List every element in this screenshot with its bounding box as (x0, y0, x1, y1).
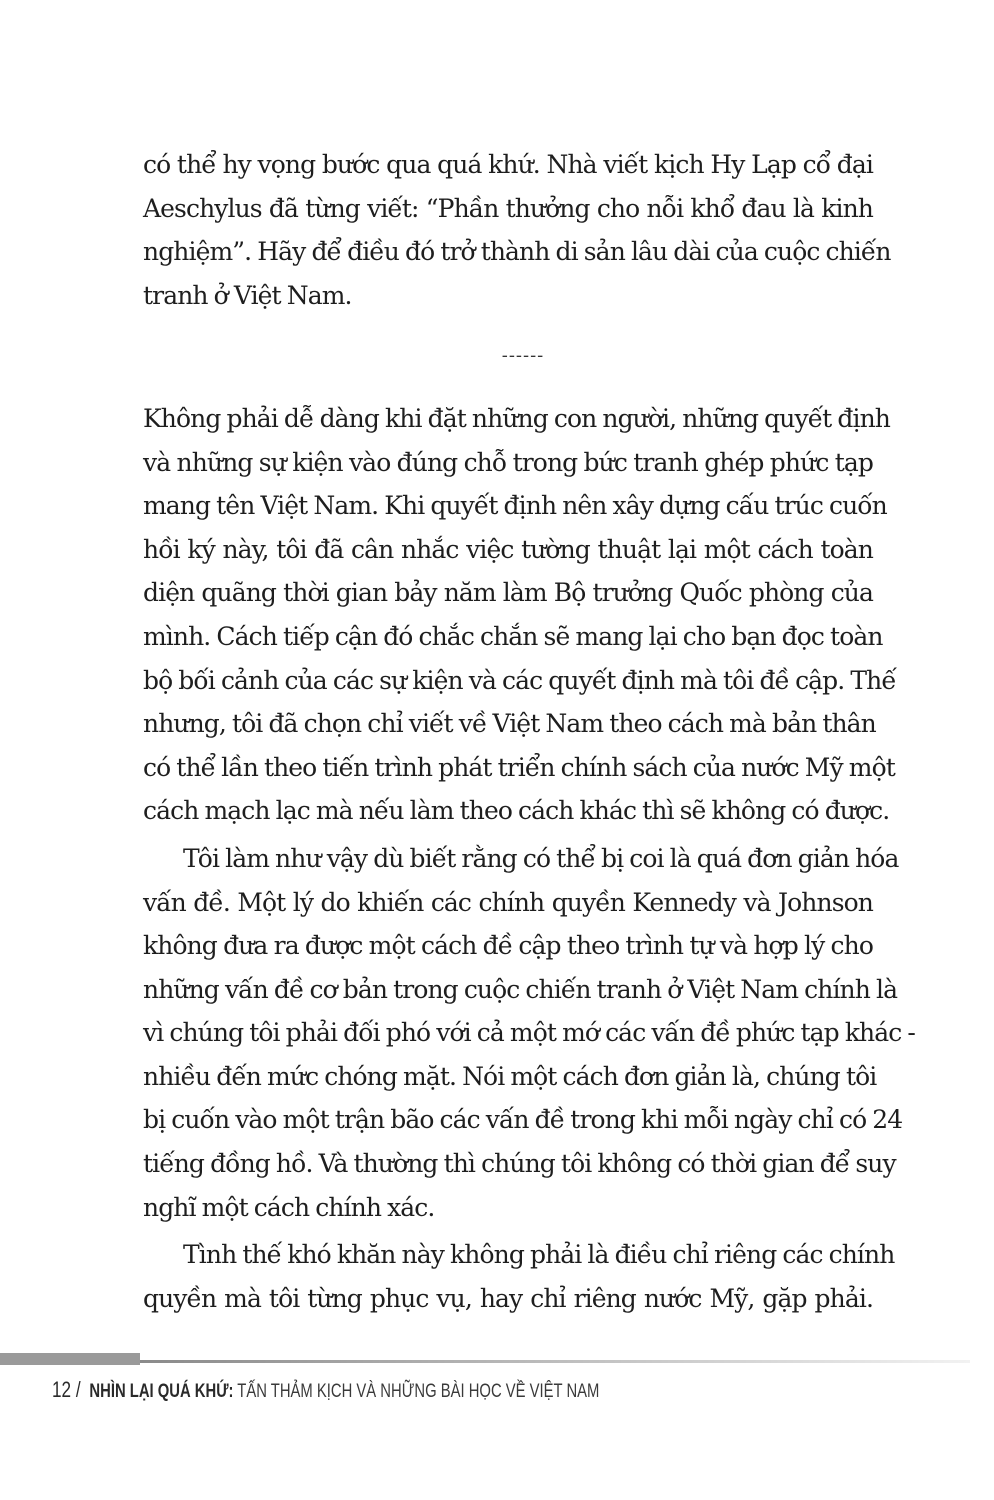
paragraph-continued (143, 143, 891, 317)
text-line: mình. Cách tiếp cận đó chắc chắn sẽ mang lại cho bạn đọc toàn (143, 621, 883, 651)
text-line: Aeschylus đã từng viết: “Phần thưởng cho nỗi khổ đau là kinh (143, 193, 873, 223)
text-line: tiếng đồng hồ. Và thường thì chúng tôi không có thời gian để suy (143, 1149, 896, 1179)
text-line: nhiều đến mức chóng mặt. Nói một cách đơn giản là, chúng tôi (143, 1061, 877, 1091)
text-line: bị cuốn vào một trận bão các vấn đề trong khi mỗi ngày chỉ có 24 (143, 1105, 903, 1135)
page-footer (52, 1377, 599, 1403)
text-line: có thể hy vọng bước qua quá khứ. Nhà viết kịch Hy Lạp cổ đại (143, 150, 873, 179)
text-line: vì chúng tôi phải đối phó với cả một mớ các vấn đề phức tạp khác - (143, 1018, 915, 1048)
text-line: Không phải dễ dàng khi đặt những con người, những quyết định (143, 403, 890, 433)
text-line: những vấn đề cơ bản trong cuộc chiến tranh ở Việt Nam chính là (143, 974, 898, 1004)
text-line: vấn đề. Một lý do khiến các chính quyền Kennedy và Johnson (143, 887, 873, 917)
text-line: bộ bối cảnh của các sự kiện và các quyết định mà tôi đề cập. Thế (143, 665, 896, 695)
footer-rule-thin (140, 1360, 970, 1363)
paragraph-1 (143, 397, 896, 833)
section-separator: ------ (501, 345, 545, 367)
paragraph-2 (143, 837, 915, 1229)
book-title: NHÌN LẠI QUÁ KHỨ: (89, 1381, 234, 1402)
text-line: mang tên Việt Nam. Khi quyết định nên xây dựng cấu trúc cuốn (143, 491, 887, 521)
text-line: tranh ở Việt Nam. (143, 280, 352, 310)
text-line: nghiệm”. Hãy để điều đó trở thành di sản lâu dài của cuộc chiến (143, 237, 891, 267)
text-line: nhưng, tôi đã chọn chỉ viết về Việt Nam theo cách mà bản thân (143, 709, 876, 739)
text-line: Tình thế khó khăn này không phải là điều chỉ riêng các chính (183, 1240, 895, 1270)
text-line: và những sự kiện vào đúng chỗ trong bức tranh ghép phức tạp (143, 447, 873, 477)
text-line: diện quãng thời gian bảy năm làm Bộ trưởng Quốc phòng của (143, 578, 873, 608)
text-line: có thể lần theo tiến trình phát triển chính sách của nước Mỹ một (143, 752, 895, 782)
text-line: Tôi làm như vậy dù biết rằng có thể bị coi là quá đơn giản hóa (183, 843, 899, 873)
text-line: không đưa ra được một cách đề cập theo trình tự và hợp lý cho (143, 931, 873, 961)
book-subtitle: TẤN THẢM KỊCH VÀ NHỮNG BÀI HỌC VỀ VIỆT NAM (237, 1381, 600, 1402)
text-line: hồi ký này, tôi đã cân nhắc việc tường thuật lại một cách toàn (143, 534, 873, 564)
page-body (143, 143, 915, 1320)
text-line: nghĩ một cách chính xác. (143, 1192, 435, 1222)
page-number: 12 / (52, 1377, 81, 1402)
paragraph-3 (143, 1233, 895, 1320)
text-line: quyền mà tôi từng phục vụ, hay chỉ riêng nước Mỹ, gặp phải. (143, 1283, 873, 1313)
footer-rule-thick (0, 1353, 140, 1365)
text-line: cách mạch lạc mà nếu làm theo cách khác thì sẽ không có được. (143, 796, 890, 826)
